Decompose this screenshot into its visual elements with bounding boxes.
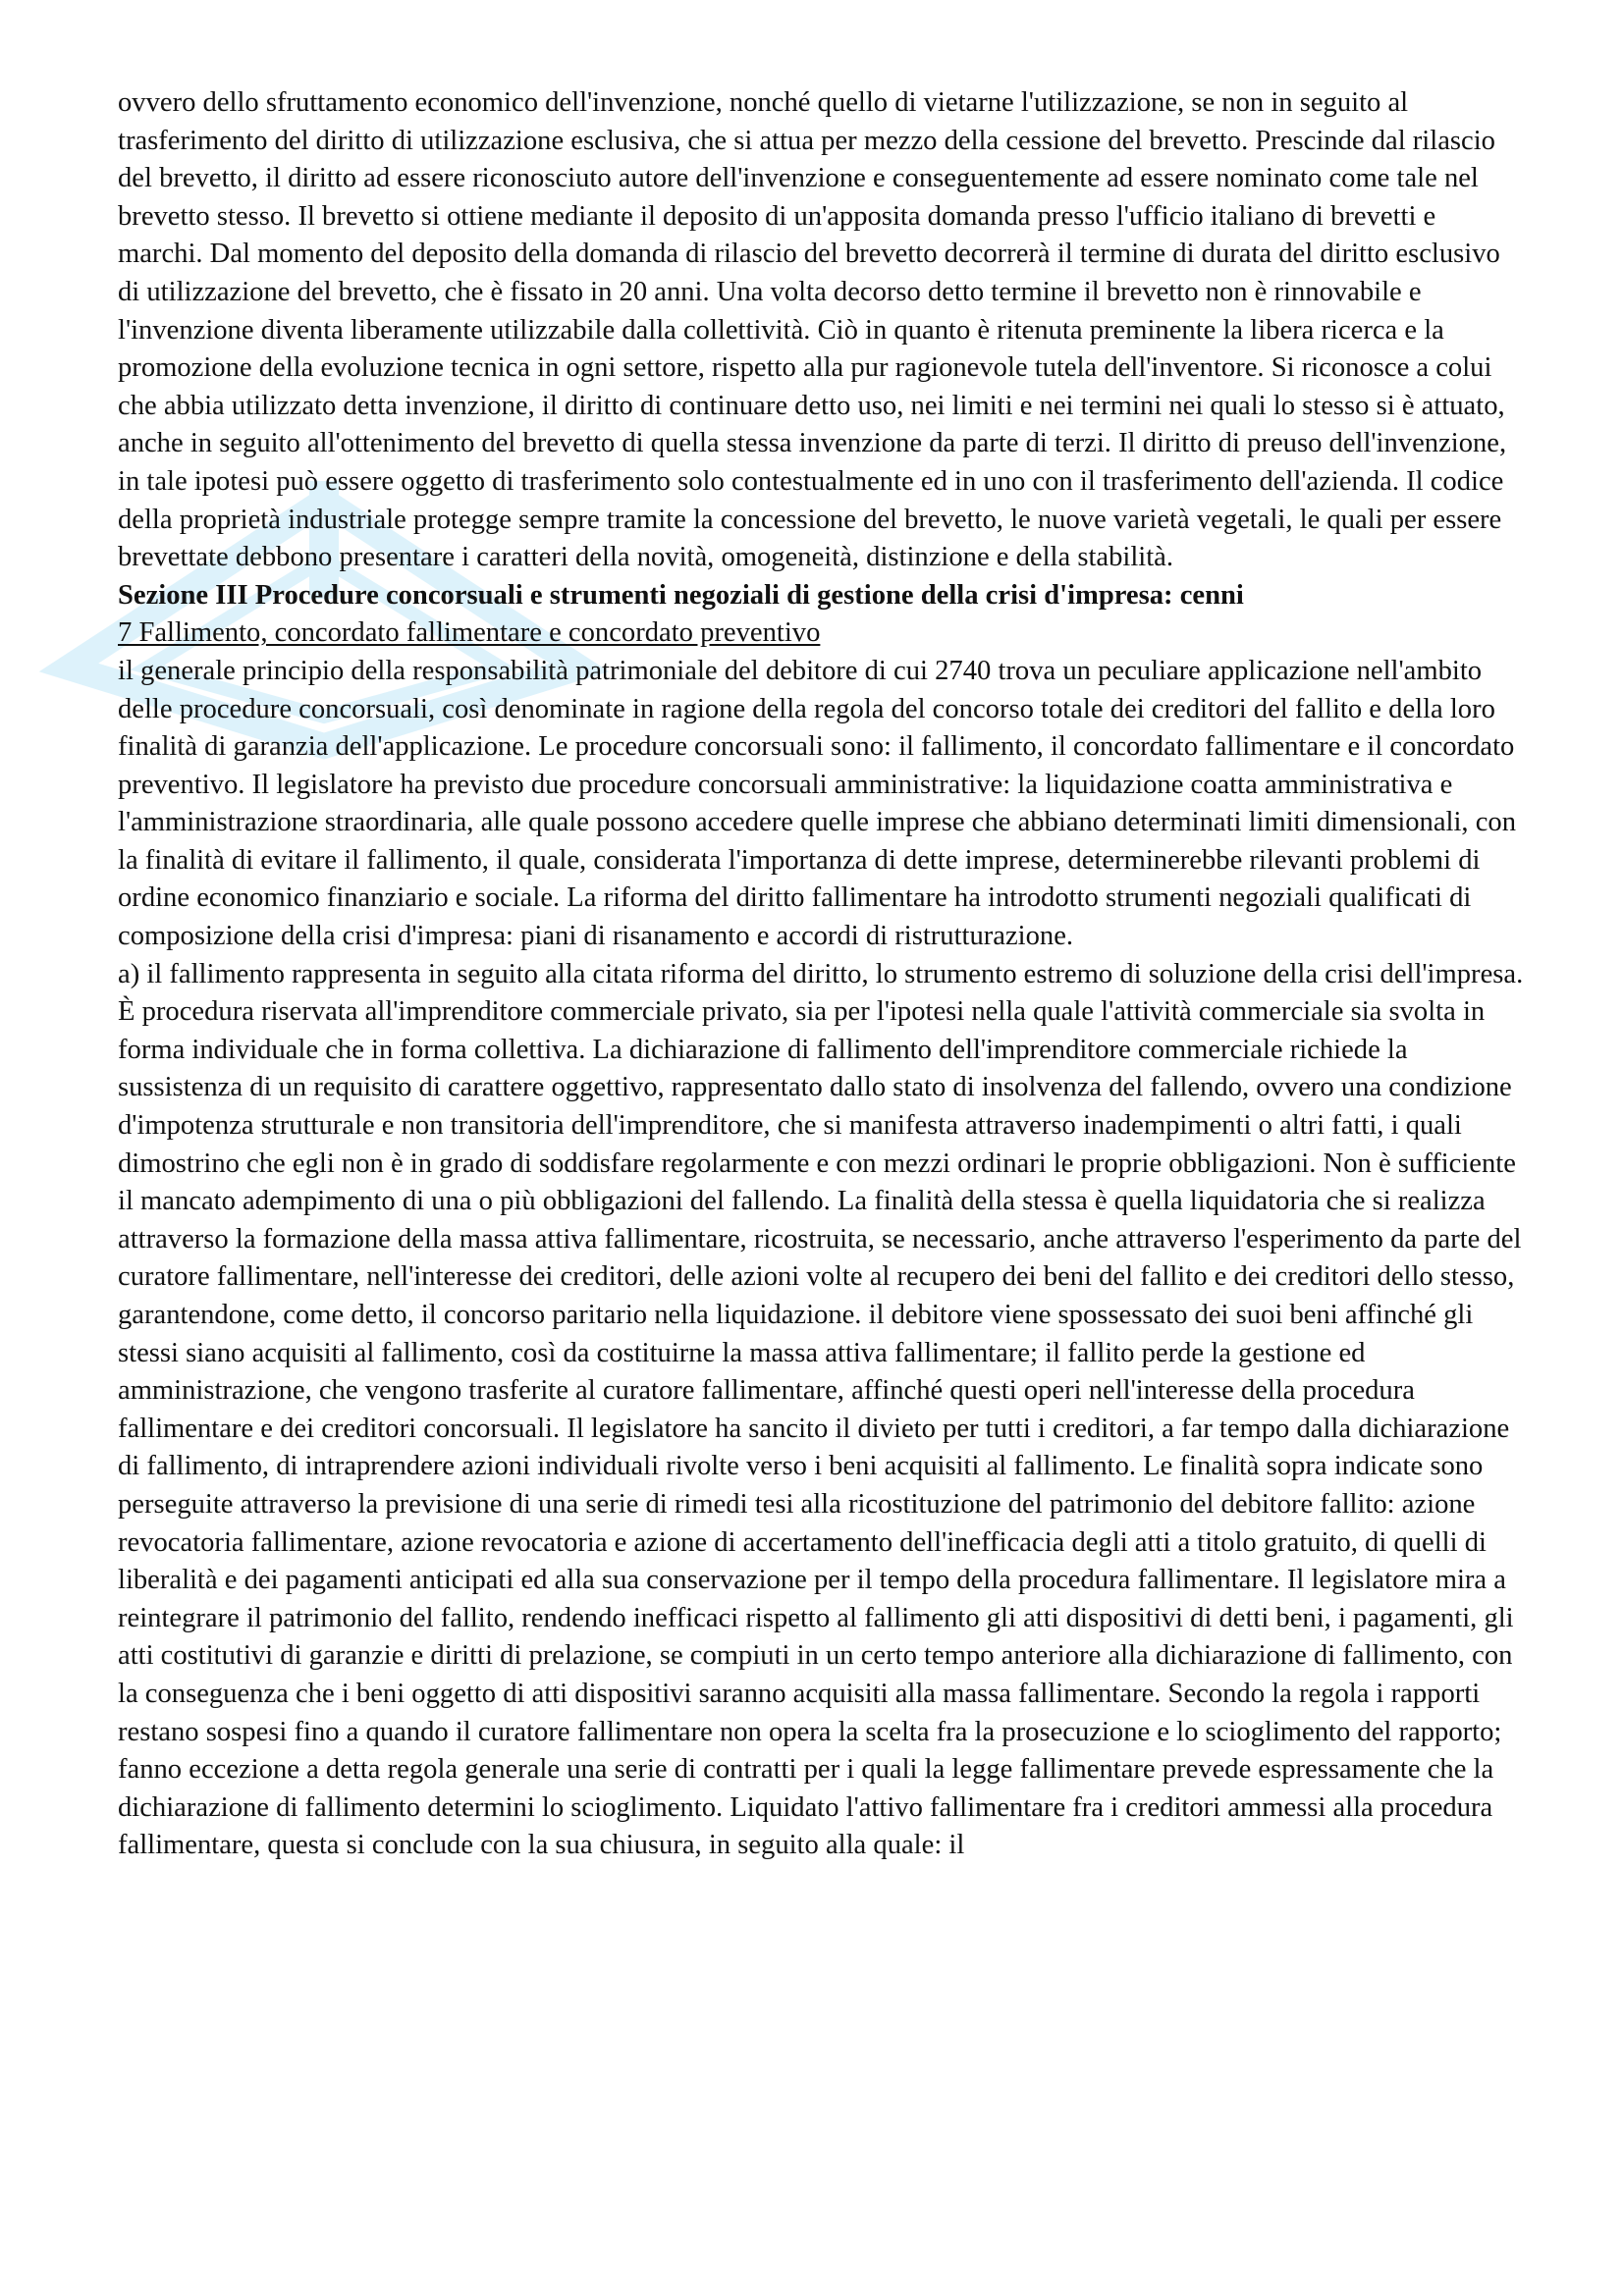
paragraph-fallimento: a) il fallimento rappresenta in seguito alla citata riforma del diritto, lo strumento estremo di soluzione della crisi dell'impresa. È procedura riservata all'imprenditore commerciale privato, sia per l'ipotesi nella quale l'attività commerciale sia svolta in forma individuale che in forma collettiva. La dichiarazione di fallimento dell'imprenditore commerciale richiede la sussistenza di un requisito di carattere oggettivo, rappresentato dallo stato di insolvenza del fallendo, ovvero una condizione d'impotenza strutturale e non transitoria dell'imprenditore, che si manifesta attraverso inadempimenti o altri fatti, i quali dimostrino che egli non è in grado di soddisfare regolarmente e con mezzi ordinari le proprie obbligazioni. Non è sufficiente il mancato adempimento di una o più obbligazioni del fallendo. La finalità della stessa è quella liquidatoria che si realizza attraverso la formazione della massa attiva fallimentare, ricostruita, se necessario, anche attraverso l'esperimento da parte del curatore fallimentare, nell'interesse dei creditori, delle azioni volte al recupero dei beni del fallito e dei creditori dello stesso, garantendone, come detto, il concorso paritario nella liquidazione. il debitore viene spossessato dei suoi beni affinché gli stessi siano acquisiti al fallimento, così da costituirne la massa attiva fallimentare; il fallito perde la gestione ed amministrazione, che vengono trasferite al curatore fallimentare, affinché questi operi nell'interesse della procedura fallimentare e dei creditori concorsuali. Il legislatore ha sancito il divieto per tutti i creditori, a far tempo dalla dichiarazione di fallimento, di intraprendere azioni individuali rivolte verso i beni acquisiti al fallimento. Le finalità sopra indicate sono perseguite attraverso la previsione di una serie di rimedi tesi alla ricostituzione del patrimonio del debitore fallito: azione revocatoria fallimentare, azione revocatoria e azione di accertamento dell'inefficacia degli atti a titolo gratuito, di quelli di liberalità e dei pagamenti anticipati ed alla sua conservazione per il tempo della procedura fallimentare. Il legislatore mira a reintegrare il patrimonio del fallito, rendendo inefficaci rispetto al fallimento gli atti dispositivi di detti beni, i pagamenti, gli atti costitutivi di garanzie e diritti di prelazione, se compiuti in un certo tempo anteriore alla dichiarazione di fallimento, con la conseguenza che i beni oggetto di atti dispositivi saranno acquisiti alla massa fallimentare. Secondo la regola i rapporti restano sospesi fino a quando il curatore fallimentare non opera la scelta fra la prosecuzione e lo scioglimento del rapporto; fanno eccezione a detta regola generale una serie di contratti per i quali la legge fallimentare prevede espressamente che la dichiarazione di fallimento determini lo scioglimento. Liquidato l'attivo fallimentare fra i creditori ammessi alla procedura fallimentare, questa si conclude con la sua chiusura, in seguito alla quale: il xyxy=(118,958,1524,1861)
section-heading: Sezione III Procedure concorsuali e strumenti negoziali di gestione della crisi d'impresa: cenni xyxy=(118,579,1244,611)
paragraph-concorsuali-intro: il generale principio della responsabilità patrimoniale del debitore di cui 2740 trova un peculiare applicazione nell'ambito delle procedure concorsuali, così denominate in ragione della regola del concorso totale dei creditori del fallito e della loro finalità di garanzia dell'applicazione. Le procedure concorsuali sono: il fallimento, il concordato fallimentare e il concordato preventivo. Il legislatore ha previsto due procedure concorsuali amministrative: la liquidazione coatta amministrativa e l'amministrazione straordinaria, alle quale possono accedere quelle imprese che abbiano determinati limiti dimensionali, con la finalità di evitare il fallimento, il quale, considerata l'importanza di dette imprese, determinerebbe rilevanti problemi di ordine economico finanziario e sociale. La riforma del diritto fallimentare ha introdotto strumenti negoziali qualificati di composizione della crisi d'impresa: piani di risanamento e accordi di ristrutturazione. xyxy=(118,655,1517,952)
subsection-heading: 7 Fallimento, concordato fallimentare e concordato preventivo xyxy=(118,617,821,649)
paragraph-patent-rights: ovvero dello sfruttamento economico dell'invenzione, nonché quello di vietarne l'utilizzazione, se non in seguito al trasferimento del diritto di utilizzazione esclusiva, che si attua per mezzo della cessione del brevetto. Prescinde dal rilascio del brevetto, il diritto ad essere riconosciuto autore dell'invenzione e conseguentemente ad essere nominato come tale nel brevetto stesso. Il brevetto si ottiene mediante il deposito di un'apposita domanda presso l'ufficio italiano di brevetti e marchi. Dal momento del deposito della domanda di rilascio del brevetto decorrerà il termine di durata del diritto esclusivo di utilizzazione del brevetto, che è fissato in 20 anni. Una volta decorso detto termine il brevetto non è rinnovabile e l'invenzione diventa liberamente utilizzabile dalla collettività. Ciò in quanto è ritenuta preminente la libera ricerca e la promozione della evoluzione tecnica in ogni settore, rispetto alla pur ragionevole tutela dell'inventore. Si riconosce a colui che abbia utilizzato detta invenzione, il diritto di continuare detto uso, nei limiti e nei termini nei quali lo stesso si è attuato, anche in seguito all'ottenimento del brevetto di quella stessa invenzione da parte di terzi. Il diritto di preuso dell'invenzione, in tale ipotesi può essere oggetto di trasferimento solo contestualmente ed in uno con il trasferimento dell'azienda. Il codice della proprietà industriale protegge sempre tramite la concessione del brevetto, le nuove varietà vegetali, le quali per essere brevettate debbono presentare i caratteri della novità, omogeneità, distinzione e della stabilità. xyxy=(118,87,1507,573)
document-page xyxy=(118,84,1524,1865)
